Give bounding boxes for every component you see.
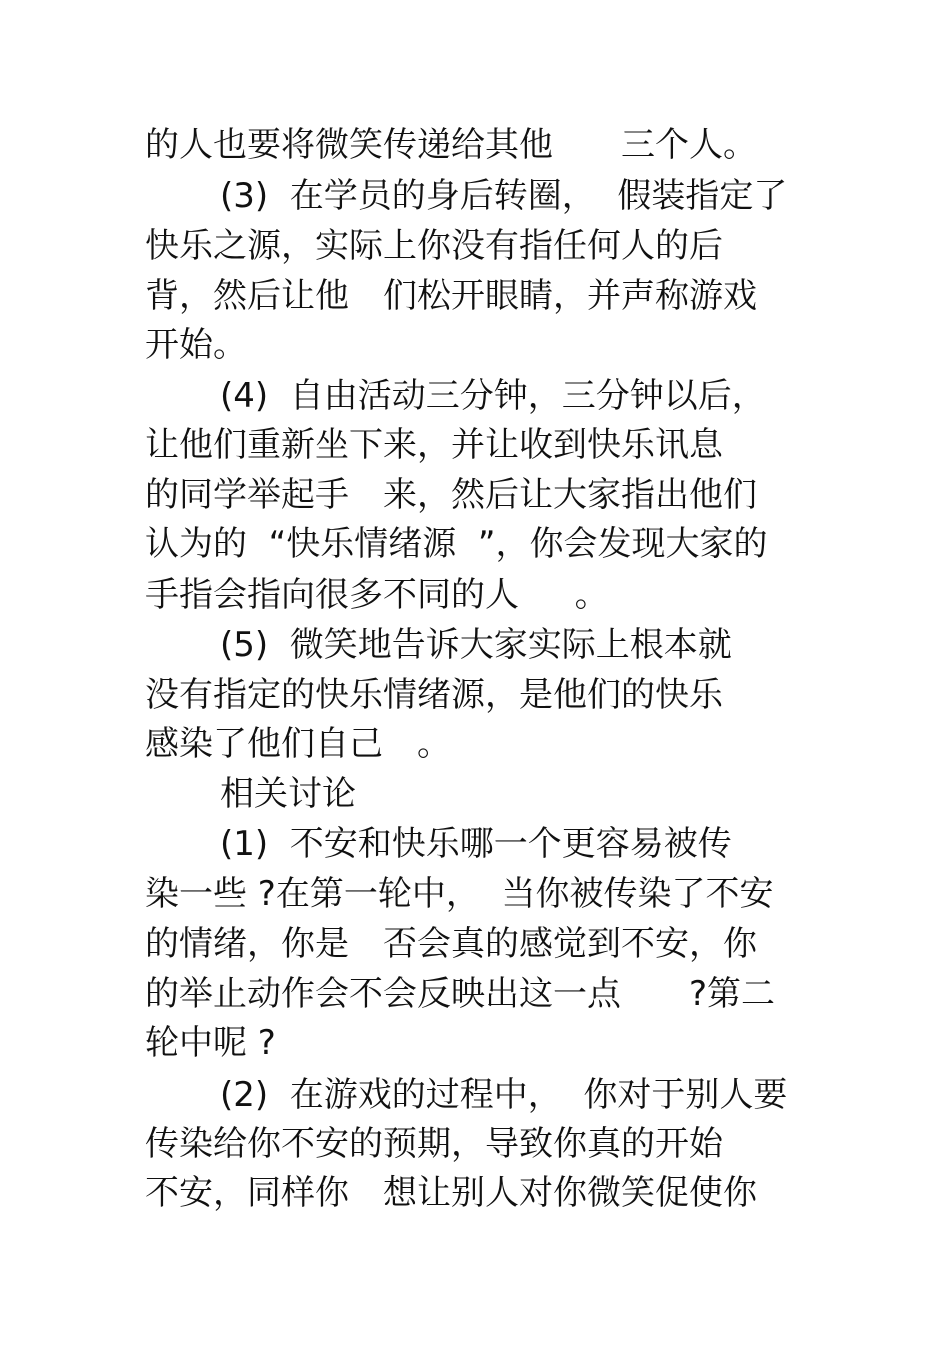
- text-line: 认为的 “快乐情绪源 ”，你会发现大家的: [145, 524, 768, 564]
- text-line: (3) 在学员的身后转圈， 假装指定了: [220, 176, 788, 216]
- text-line: 没有指定的快乐情绪源，是他们的快乐: [145, 675, 723, 715]
- text-line: (4) 自由活动三分钟，三分钟以后，: [220, 376, 766, 416]
- section-heading: 相关讨论: [220, 774, 356, 814]
- text-line: 快乐之源，实际上你没有指任何人的后: [145, 226, 723, 266]
- text-line: 手指会指向很多不同的人 。: [145, 575, 609, 615]
- text-line: 的人也要将微笑传递给其他 三个人。: [145, 125, 757, 165]
- text-line: 传染给你不安的预期，导致你真的开始: [145, 1124, 723, 1164]
- text-line: (1) 不安和快乐哪一个更容易被传: [220, 824, 732, 864]
- text-line: 让他们重新坐下来，并让收到快乐讯息: [145, 425, 723, 465]
- text-line: 染一些 ?在第一轮中， 当你被传染了不安: [145, 874, 774, 914]
- text-line: 不安，同样你 想让别人对你微笑促使你: [145, 1173, 757, 1213]
- text-line: 的同学举起手 来，然后让大家指出他们: [145, 475, 757, 515]
- text-line: 的情绪，你是 否会真的感觉到不安，你: [145, 924, 757, 964]
- text-line: 开始。: [145, 325, 247, 365]
- text-line: 轮中呢 ?: [145, 1023, 276, 1063]
- text-line: 的举止动作会不会反映出这一点 ?第二: [145, 974, 776, 1014]
- text-line: (5) 微笑地告诉大家实际上根本就: [220, 625, 732, 665]
- text-line: 背，然后让他 们松开眼睛，并声称游戏: [145, 276, 757, 316]
- text-line: 感染了他们自己 。: [145, 724, 451, 764]
- text-line: (2) 在游戏的过程中， 你对于别人要: [220, 1075, 788, 1115]
